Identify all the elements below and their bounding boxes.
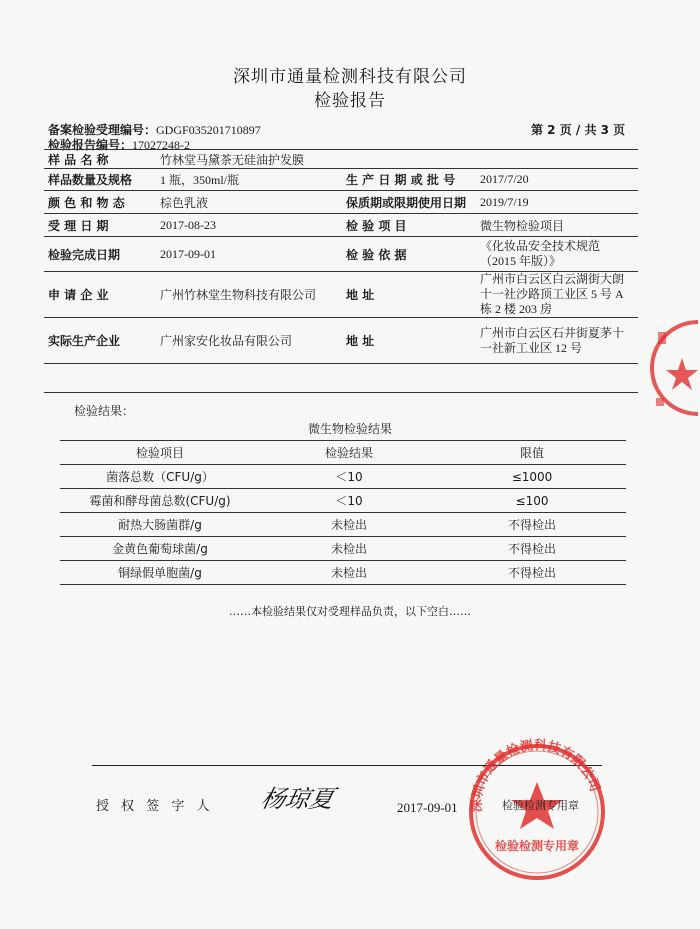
basis-label: 检 验 依 据 <box>342 237 476 272</box>
table-row <box>44 272 638 318</box>
result-item: 耐热大肠菌群/g <box>60 513 260 537</box>
table-row <box>60 537 626 561</box>
company-title: 深圳市通量检测科技有限公司 <box>233 67 467 87</box>
table-row <box>44 237 638 272</box>
sample-name-value: 竹林堂马黛茶无硅油护发膜 <box>156 150 638 169</box>
results-section-label: 检验结果： <box>74 404 135 418</box>
applicant-addr-value: 广州市白云区白云湖街大朗十一社沙路顶工业区 5 号 A 栋 2 楼 203 房 <box>476 272 638 318</box>
results-header-row <box>60 441 626 465</box>
results-table <box>60 440 626 585</box>
prod-date-value: 2017/7/20 <box>476 169 638 191</box>
header-result: 检验结果 <box>260 441 438 465</box>
seal-caption: 检验检测专用章 <box>502 799 579 812</box>
color-value: 棕色乳液 <box>156 191 342 214</box>
table-row <box>60 489 626 513</box>
report-value: 17027248-2 <box>132 138 191 152</box>
result-limit: 不得检出 <box>438 513 626 537</box>
empty-cell <box>44 364 638 393</box>
applicant-label: 申 请 企 业 <box>44 272 156 318</box>
result-value: ＜10 <box>260 489 438 513</box>
result-item: 金黄色葡萄球菌/g <box>60 537 260 561</box>
producer-value: 广州家安化妆品有限公司 <box>156 318 342 364</box>
applicant-value: 广州竹林堂生物科技有限公司 <box>156 272 342 318</box>
table-row <box>60 561 626 585</box>
result-item: 铜绿假单胞菌/g <box>60 561 260 585</box>
result-value: 未检出 <box>260 513 438 537</box>
table-row <box>44 150 638 169</box>
table-row-empty <box>44 364 638 393</box>
seal-arc-text: 深圳市通量检测科技有限公司 <box>469 738 603 813</box>
finish-date-value: 2017-09-01 <box>156 237 342 272</box>
result-limit: ≤100 <box>438 489 626 513</box>
signer-signature: 杨琼夏 <box>258 785 337 813</box>
test-item-value: 微生物检验项目 <box>476 214 638 237</box>
results-table-title: 微生物检验结果 <box>307 422 392 436</box>
test-item-label: 检 验 项 目 <box>342 214 476 237</box>
color-label: 颜 色 和 物 态 <box>44 191 156 214</box>
result-limit: 不得检出 <box>438 537 626 561</box>
table-row <box>44 318 638 364</box>
result-limit: ≤1000 <box>438 465 626 489</box>
table-row <box>44 191 638 214</box>
page-info: 第 2 页 / 共 3 页 <box>531 123 626 137</box>
accept-date-label: 受 理 日 期 <box>44 214 156 237</box>
seal-sub-text: 检验检测专用章 <box>494 839 580 853</box>
result-value: 未检出 <box>260 537 438 561</box>
sign-date: 2017-09-01 <box>397 800 458 815</box>
table-row <box>44 214 638 237</box>
table-row <box>60 465 626 489</box>
applicant-addr-label: 地 址 <box>342 272 476 318</box>
filing-label: 备案检验受理编号： <box>48 123 157 137</box>
results-note: ……本检验结果仅对受理样品负责，以下空白…… <box>229 605 471 618</box>
report-type-title: 检验报告 <box>314 91 386 111</box>
producer-addr-label: 地 址 <box>342 318 476 364</box>
result-item: 霉菌和酵母菌总数(CFU/g) <box>60 489 260 513</box>
filing-value: GDGF035201710897 <box>156 123 261 137</box>
expiry-label: 保质期或限期使用日期 <box>342 191 476 214</box>
sample-name-label: 样 品 名 称 <box>44 150 156 169</box>
result-value: 未检出 <box>260 561 438 585</box>
prod-date-label: 生 产 日 期 或 批 号 <box>342 169 476 191</box>
edge-seal-mark <box>640 318 700 418</box>
basis-value: 《化妆品安全技术规范（2015 年版）》 <box>476 237 638 272</box>
quantity-label: 样品数量及规格 <box>44 169 156 191</box>
accept-date-value: 2017-08-23 <box>156 214 342 237</box>
quantity-value: 1 瓶，350ml/瓶 <box>156 169 342 191</box>
producer-label: 实际生产企业 <box>44 318 156 364</box>
sample-info-table <box>44 149 638 393</box>
result-item: 菌落总数（CFU/g） <box>60 465 260 489</box>
producer-addr-value: 广州市白云区石井街夏茅十一社新工业区 12 号 <box>476 318 638 364</box>
header-limit: 限值 <box>438 441 626 465</box>
table-row <box>60 513 626 537</box>
result-value: ＜10 <box>260 465 438 489</box>
result-limit: 不得检出 <box>438 561 626 585</box>
signer-label: 授 权 签 字 人 <box>96 799 214 814</box>
table-row <box>44 169 638 191</box>
finish-date-label: 检验完成日期 <box>44 237 156 272</box>
expiry-value: 2019/7/19 <box>476 191 638 214</box>
report-label: 检验报告编号： <box>48 138 133 152</box>
header-item: 检验项目 <box>60 441 260 465</box>
